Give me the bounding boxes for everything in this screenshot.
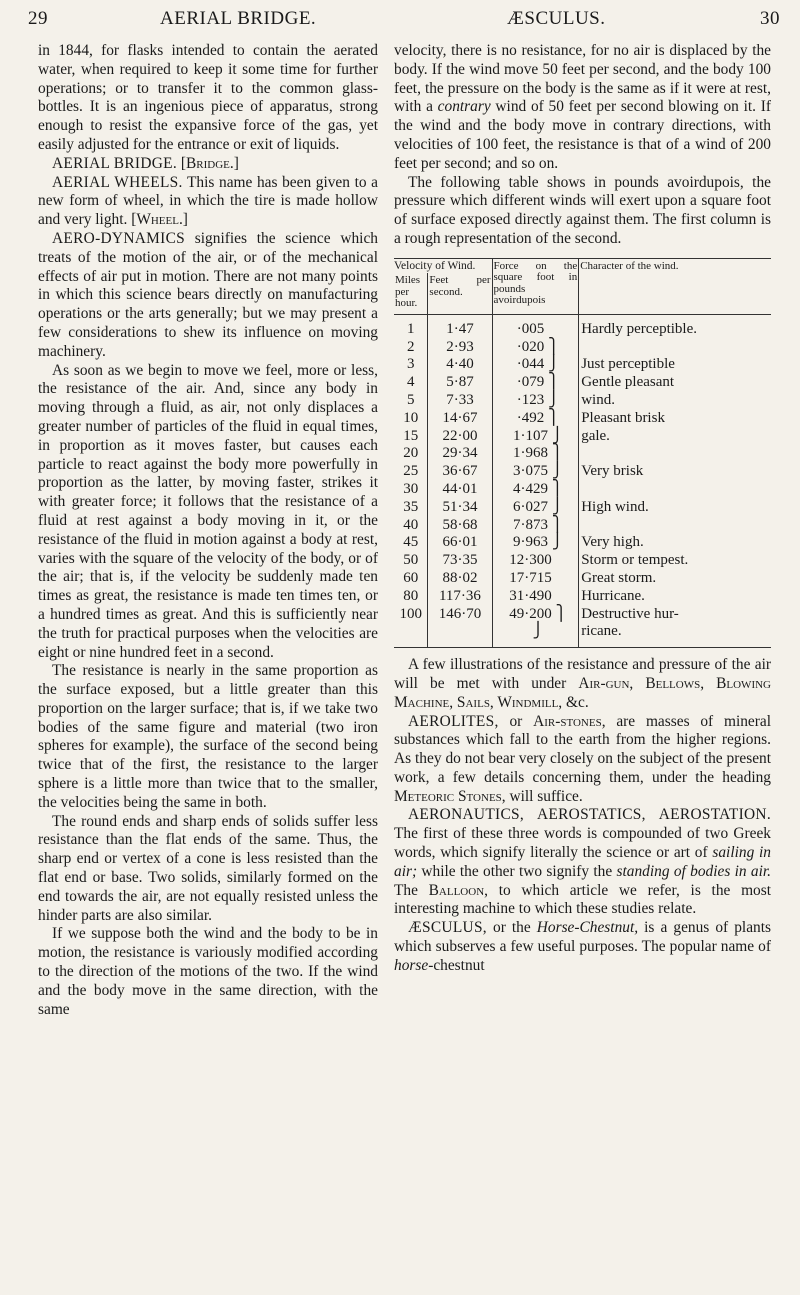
feet-cell: 29·34: [428, 445, 492, 463]
feet-cell: 2·93: [428, 339, 492, 357]
miles-cell: 60: [394, 570, 428, 588]
text-run: A few illustrations of the resistance and pressure of the air will be met with under: [394, 656, 771, 692]
entry-heading: AERIAL BRIDGE.: [52, 154, 178, 172]
table-row: [394, 481, 771, 499]
text-run: The: [394, 881, 429, 899]
brace-mark: ⎫: [547, 338, 560, 355]
table-row: [394, 534, 771, 552]
text-run: -chestnut: [428, 956, 485, 974]
force-value: ·492: [516, 409, 545, 426]
force-value: 12·300: [509, 552, 552, 569]
text-run: wind of 50 feet per second blowing on it. If the wind and the body move in contrary directions, with velocities of 100 feet, the resistance is that of a wind of 200 feet per second; and so on.: [394, 98, 771, 172]
header-character: Character of the wind.: [579, 259, 771, 315]
text-run: or the: [486, 919, 537, 937]
feet-cell: 14·67: [428, 410, 492, 428]
entry-heading: AERIAL WHEELS.: [52, 173, 183, 191]
force-value: 7·873: [512, 516, 548, 533]
force-value: ·044: [516, 356, 545, 373]
miles-cell: 3: [394, 356, 428, 374]
force-cell: [492, 606, 579, 624]
header-velocity-of-wind: Velocity of Wind.: [394, 259, 492, 274]
text-run: &c.: [562, 693, 589, 711]
character-cell: Hurricane.: [581, 587, 645, 604]
character-cell: Pleasant brisk: [581, 409, 665, 426]
table-row: [394, 410, 771, 428]
paragraph: The round ends and sharp ends of solids suffer less resistance than the flat ends of the same. Thus, the sharp end or vertex of a cone is less resisted than the flat end or base. Two solids, similarly formed on the end towards the air, are not equally resisted unless the hinder parts are also similar.: [38, 812, 378, 924]
character-cell: [579, 339, 771, 357]
brace-mark: ⎫: [551, 480, 563, 497]
right-column: [394, 42, 771, 976]
miles-cell: 10: [394, 410, 428, 428]
feet-cell: 22·00: [428, 428, 492, 446]
force-value: 17·715: [509, 569, 552, 586]
emphasis: standing of bodies in air.: [616, 862, 771, 880]
force-value: 3·075: [512, 463, 548, 480]
page-header: [0, 4, 800, 30]
miles-cell: 30: [394, 481, 428, 499]
cross-reference: Balloon,: [428, 881, 488, 899]
miles-cell: 15: [394, 428, 428, 446]
table-row: [394, 606, 771, 624]
brace-mark: ⎭: [547, 391, 560, 408]
entry-aerolites: [394, 713, 771, 807]
brace-mark: ⎫: [555, 605, 567, 622]
brace-mark: ⎭: [551, 498, 563, 515]
brace-mark: ⎭: [551, 427, 563, 444]
left-page-number: 29: [28, 8, 48, 29]
paragraph: [394, 656, 771, 712]
feet-cell: 51·34: [428, 499, 492, 517]
character-cell: Just perceptible: [581, 356, 675, 373]
right-page-number: 30: [760, 8, 780, 29]
character-cell: gale.: [581, 427, 610, 444]
feet-cell: 36·67: [428, 463, 492, 481]
feet-cell: 5·87: [428, 374, 492, 392]
text-run: while the other two signify the: [417, 862, 617, 880]
paragraph: The resistance is nearly in the same proportion as the surface exposed, but a little greater than this proportion on the larger surface; that is, if we take two bodies of the same figure and material (two iron spheres for example), the surface of the second being twice that of the first, the resistance to the larger sphere is a little more than twice that to the smaller, the velocities being the same in both.: [38, 662, 378, 811]
feet-cell: 4·40: [428, 356, 492, 374]
feet-cell: 73·35: [428, 552, 492, 570]
paragraph: The following table shows in pounds avoirdupois, the pressure which different winds will exert upon a square foot of surface exposed directly against them. The first column is a rough representation of the second.: [394, 173, 771, 247]
force-cell: [492, 481, 579, 499]
miles-cell: [394, 623, 428, 647]
cross-reference: [Wheel.]: [131, 211, 188, 229]
character-cell: [579, 445, 771, 463]
force-value: 1·968: [512, 445, 548, 462]
character-cell: Very brisk: [581, 463, 644, 480]
force-cell: [492, 499, 579, 517]
entry-heading: AEROLITES,: [408, 712, 499, 730]
paragraph: in 1844, for flasks intended to contain the aerated water, when required to keep it some time for further operations; or to transfer it to the common glass-bottles. It is an ingenious piece of apparatus, strong enough to resist the expansive force of the gas, yet easily adjusted for the entrance or exit of liquids.: [38, 42, 378, 153]
feet-cell: 44·01: [428, 481, 492, 499]
force-cell: [492, 552, 579, 570]
miles-cell: 20: [394, 445, 428, 463]
text-run: or: [498, 712, 534, 730]
force-value: 6·027: [512, 498, 548, 515]
force-cell: [492, 517, 579, 535]
table-row: [394, 428, 771, 446]
entry-heading: AERONAUTICS, AEROSTATICS, AEROSTATION.: [408, 806, 771, 824]
table-row: [394, 570, 771, 588]
feet-cell: 66·01: [428, 534, 492, 552]
brace-mark: ⎭: [551, 463, 563, 480]
miles-cell: 45: [394, 534, 428, 552]
miles-cell: 2: [394, 339, 428, 357]
table-row: [394, 314, 771, 338]
miles-cell: 5: [394, 392, 428, 410]
force-cell: [492, 428, 579, 446]
miles-cell: 35: [394, 499, 428, 517]
character-cell: Great storm.: [581, 569, 657, 586]
emphasis: sailing in air;: [394, 844, 771, 880]
entry-aesculus: [394, 919, 771, 975]
miles-cell: 25: [394, 463, 428, 481]
miles-cell: 4: [394, 374, 428, 392]
feet-cell: 1·47: [428, 314, 492, 338]
table-row: [394, 517, 771, 535]
header-feet: Feet per second.: [428, 273, 492, 314]
force-cell: [492, 392, 579, 410]
entry-heading: ÆSCULUS,: [408, 919, 487, 937]
brace-mark: ⎭: [532, 623, 544, 640]
brace-mark: ⎫: [551, 445, 563, 462]
text-run: are masses of mineral substances which fall to the earth from the higher regions. As they do not bear very closely on the subject of the present work, a few details concerning them, under the heading: [394, 712, 771, 786]
text-run: velocity, there is no resistance, for no air is displaced by the body. If the wind move 50 feet per second, and the body 100 feet, the pressure on the body is the same as if it were at rest, with a: [394, 42, 771, 116]
feet-cell: 117·36: [428, 588, 492, 606]
cross-reference: [Bridge.]: [180, 154, 239, 172]
entry-aeronautics: [394, 806, 771, 919]
alternate-heading: Air-stones,: [533, 712, 606, 730]
force-cell: [492, 374, 579, 392]
emphasis: contrary: [437, 98, 491, 116]
character-cell: Hardly perceptible.: [581, 320, 697, 337]
character-cell: Gentle pleasant: [581, 374, 675, 391]
header-miles: Miles per hour.: [394, 273, 428, 314]
cross-reference: Meteoric Stones,: [394, 787, 506, 805]
feet-cell: 146·70: [428, 606, 492, 624]
character-cell: [579, 481, 771, 499]
paragraph: [394, 42, 771, 174]
left-running-head: AERIAL BRIDGE.: [160, 8, 317, 29]
force-value: 1·107: [512, 427, 548, 444]
wind-table: [394, 258, 771, 648]
brace-mark: ⎭: [547, 356, 560, 373]
miles-cell: 50: [394, 552, 428, 570]
force-cell: [492, 356, 579, 374]
paragraph: As soon as we begin to move we feel, more or less, the resistance of the air. And, since any body in moving through a fluid, as air, not only displaces a greater number of particles of the fluid in equal times, in proportion as it moves faster, but causes each particle to react against the body more powerfully in proportion as the latter, by moving faster, strikes it with greater force; it follows that the resistance of a fluid at rest against a body moving in it, or the resistance of the fluid in motion against a body at rest, varies with the square of the velocity of the body, or of the air; that is, if the velocity be suddenly made ten times as great, the resistance is made ten times ten, or a hundred times as great. And this is sufficiently near the truth for practical purposes when the velocities are eight or nine hundred feet in a second.: [38, 361, 378, 661]
brace-mark: ⎭: [551, 534, 563, 551]
table-row: [394, 374, 771, 392]
character-cell: wind.: [581, 391, 615, 408]
character-cell: [579, 517, 771, 535]
force-value: 9·963: [512, 534, 548, 551]
character-cell: Destructive hur-: [581, 605, 679, 622]
table-row: [394, 339, 771, 357]
force-cell: [492, 534, 579, 552]
feet-cell: [428, 623, 492, 647]
table-row: [394, 588, 771, 606]
character-cell: ricane.: [581, 623, 622, 640]
character-cell: Very high.: [581, 534, 644, 551]
miles-cell: 1: [394, 314, 428, 338]
text-run: is a genus of plants which subserves a few useful purposes. The popular name of: [394, 919, 771, 956]
table-row: [394, 623, 771, 647]
force-cell: [492, 410, 579, 428]
table-row: [394, 392, 771, 410]
table-row: [394, 463, 771, 481]
force-cell: [492, 623, 579, 647]
entry-text: This name has been given to a new form of wheel, in which the tire is made hollow and very light.: [38, 173, 379, 229]
right-running-head: ÆSCULUS.: [507, 8, 606, 29]
cross-reference: Air-gun, Bellows, Blowing Machine, Sails, Windmill,: [394, 674, 771, 711]
miles-cell: 100: [394, 606, 428, 624]
force-value: ·005: [516, 320, 545, 337]
force-cell: [492, 445, 579, 463]
entry-aero-dynamics: [38, 230, 378, 362]
force-cell: [492, 339, 579, 357]
brace-mark: ⎫: [547, 409, 560, 426]
miles-cell: 80: [394, 588, 428, 606]
force-cell: [492, 463, 579, 481]
table-row: [394, 445, 771, 463]
table-row: [394, 552, 771, 570]
text-run: The first of these three words is compounded of two Greek words, which signify literally the science or art of: [394, 825, 771, 862]
entry-aerial-wheels: [38, 174, 378, 230]
force-value: 31·490: [509, 587, 552, 604]
force-cell: [492, 570, 579, 588]
character-cell: High wind.: [581, 498, 649, 515]
force-cell: [492, 588, 579, 606]
feet-cell: 7·33: [428, 392, 492, 410]
brace-mark: ⎫: [547, 374, 560, 391]
entry-aerial-bridge: [38, 155, 378, 174]
emphasis: Horse-Chestnut,: [536, 919, 639, 937]
brace-mark: ⎫: [551, 516, 563, 533]
table-row: [394, 499, 771, 517]
left-column: [38, 42, 378, 1019]
entry-heading: AERO-DYNAMICS: [52, 229, 186, 247]
force-value: 4·429: [512, 480, 548, 497]
force-value: ·123: [516, 391, 545, 408]
header-force: Force on the square foot in pounds avoirdupois: [492, 259, 579, 315]
feet-cell: 88·02: [428, 570, 492, 588]
paragraph: If we suppose both the wind and the body to be in motion, the resistance is variously modified according to the direction of the motions of the two. If the wind and the body move in the same direction, with the same: [38, 925, 378, 1018]
table-row: [394, 356, 771, 374]
text-run: will suffice.: [505, 787, 583, 805]
text-run: to which article we refer, is the most interesting machine to which these studies relate.: [394, 881, 771, 918]
force-value: 49·200: [509, 605, 552, 622]
character-cell: Storm or tempest.: [581, 552, 689, 569]
emphasis: horse: [394, 956, 429, 974]
feet-cell: 58·68: [428, 517, 492, 535]
force-value: ·079: [516, 374, 545, 391]
force-cell: [492, 314, 579, 338]
entry-text: signifies the science which treats of the motion of the air, or of the mechanical effects of air put in motion. There are not many points in which this science bears directly on manufacturing operations or the arts generally; but we may present a few considerations to shew its influence on moving machinery.: [38, 229, 378, 360]
miles-cell: 40: [394, 517, 428, 535]
force-value: ·020: [516, 338, 545, 355]
